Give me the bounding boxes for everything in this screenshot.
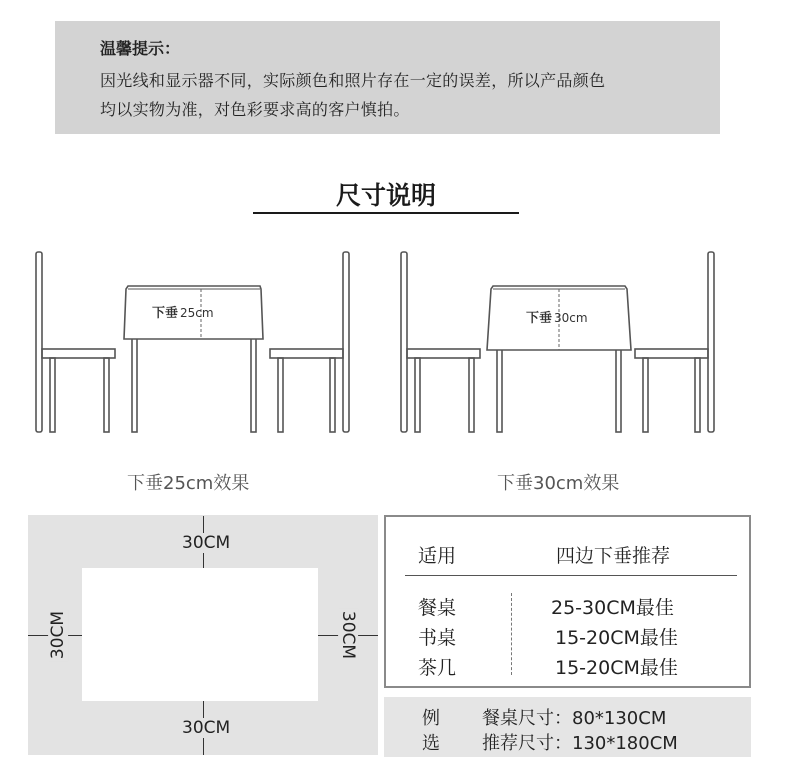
column-separator [511, 593, 512, 675]
table-header-use: 适用 [418, 545, 457, 567]
example-table-size: 餐桌尺寸：80*130CM [482, 708, 667, 729]
table-illustration-25cm [28, 245, 358, 440]
table-top-area [82, 568, 318, 701]
illustration-caption-25cm: 下垂25cm效果 [127, 473, 250, 494]
drop-label: 下垂 25cm [152, 306, 214, 321]
right-drop-label: 30CM [338, 610, 359, 660]
notice-text-line2: 均以实物为准，对色彩要求高的客户慎拍。 [100, 100, 410, 119]
table-illustration-30cm [393, 245, 723, 440]
example-label-top: 例 [422, 708, 440, 729]
notice-title: 温馨提示： [100, 39, 181, 58]
table-icon [132, 335, 256, 432]
table-row-value: 25-30CM最佳 [551, 597, 674, 619]
right-chair-icon [635, 252, 714, 432]
drop-label: 下垂 30cm [526, 311, 588, 326]
page-title: 尺寸说明 [335, 181, 436, 210]
bottom-drop-label: 30CM [182, 718, 231, 738]
left-drop-label: 30CM [48, 610, 69, 660]
notice-text-line1: 因光线和显示器不同，实际颜色和照片存在一定的误差，所以产品颜色 [100, 71, 606, 90]
table-row-use: 茶几 [418, 657, 457, 679]
table-row-use: 餐桌 [418, 597, 457, 619]
illustration-caption-30cm: 下垂30cm效果 [497, 473, 620, 494]
title-underline [253, 212, 519, 214]
left-chair-icon [401, 252, 480, 432]
example-label-bottom: 选 [422, 733, 440, 754]
table-divider [405, 575, 737, 576]
right-chair-icon [270, 252, 349, 432]
table-header-recommend: 四边下垂推荐 [556, 545, 671, 567]
table-row-use: 书桌 [418, 627, 457, 649]
table-icon [497, 341, 621, 432]
left-chair-icon [36, 252, 115, 432]
example-recommended-size: 推荐尺寸：130*180CM [482, 733, 678, 754]
table-row-value: 15-20CM最佳 [555, 627, 678, 649]
table-row-value: 15-20CM最佳 [555, 657, 678, 679]
top-drop-label: 30CM [182, 533, 231, 553]
